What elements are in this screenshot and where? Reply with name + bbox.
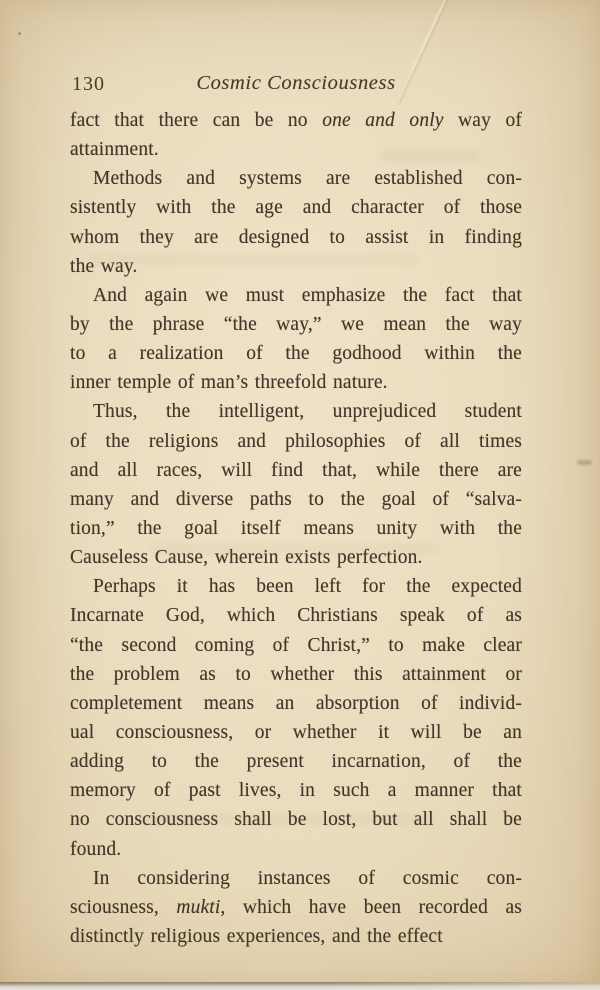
text-line: attainment. bbox=[70, 139, 159, 161]
text-line: Methods and systems are established con- bbox=[93, 168, 522, 190]
paragraph bbox=[70, 164, 522, 281]
text-line: ual consciousness, or whether it will be an bbox=[70, 721, 522, 743]
text-line: fact that there can be no one and only way of bbox=[70, 110, 522, 131]
text-line: In considering instances of cosmic con- bbox=[93, 867, 522, 889]
text-line: and all races, will find that, while there are bbox=[70, 459, 522, 481]
text-line: by the phrase “the way,” we mean the way bbox=[70, 313, 522, 335]
text-line: Thus, the intelligent, unprejudiced student bbox=[93, 401, 522, 423]
text-line: the way. bbox=[70, 255, 138, 277]
text-line: Causeless Cause, wherein exists perfection. bbox=[70, 547, 423, 569]
paragraph bbox=[70, 864, 522, 951]
running-title: Cosmic Consciousness bbox=[196, 72, 396, 94]
text-line: Perhaps it has been left for the expected bbox=[93, 576, 522, 598]
running-header bbox=[70, 72, 522, 98]
page-edge-mark-artifact bbox=[577, 460, 592, 465]
paragraph bbox=[70, 106, 522, 164]
text-line: to a realization of the godhood within the bbox=[70, 343, 522, 365]
text-line: memory of past lives, in such a manner that bbox=[70, 780, 522, 802]
text-line: the problem as to whether this attainment or bbox=[70, 663, 522, 685]
body-text bbox=[70, 106, 522, 951]
text-line: of the religions and philosophies of all times bbox=[70, 430, 522, 452]
text-line: found. bbox=[70, 838, 122, 860]
text-line: “the second coming of Christ,” to make clear bbox=[70, 634, 522, 656]
paragraph bbox=[70, 397, 522, 572]
scanner-edge-strip bbox=[0, 982, 600, 990]
paragraph bbox=[70, 281, 522, 398]
text-line: sciousness, mukti, which have been recorded as bbox=[70, 896, 522, 918]
page-number: 130 bbox=[72, 73, 105, 95]
paper-speck-artifact bbox=[18, 32, 21, 35]
text-line: adding to the present incarnation, of the bbox=[70, 751, 522, 773]
text-line: many and diverse paths to the goal of “salva- bbox=[70, 488, 522, 510]
text-line: inner temple of man’s threefold nature. bbox=[70, 372, 388, 394]
text-line: Incarnate God, which Christians speak of as bbox=[70, 605, 522, 627]
text-line: tion,” the goal itself means unity with the bbox=[70, 517, 522, 539]
text-line: whom they are designed to assist in finding bbox=[70, 226, 522, 248]
paragraph bbox=[70, 572, 522, 863]
text-line: completement means an absorption of individ- bbox=[70, 692, 522, 714]
text-line: sistently with the age and character of those bbox=[70, 197, 522, 219]
text-line: distinctly religious experiences, and the effect bbox=[70, 925, 443, 947]
text-line: no consciousness shall be lost, but all shall be bbox=[70, 809, 522, 831]
text-line: And again we must emphasize the fact that bbox=[93, 284, 522, 306]
